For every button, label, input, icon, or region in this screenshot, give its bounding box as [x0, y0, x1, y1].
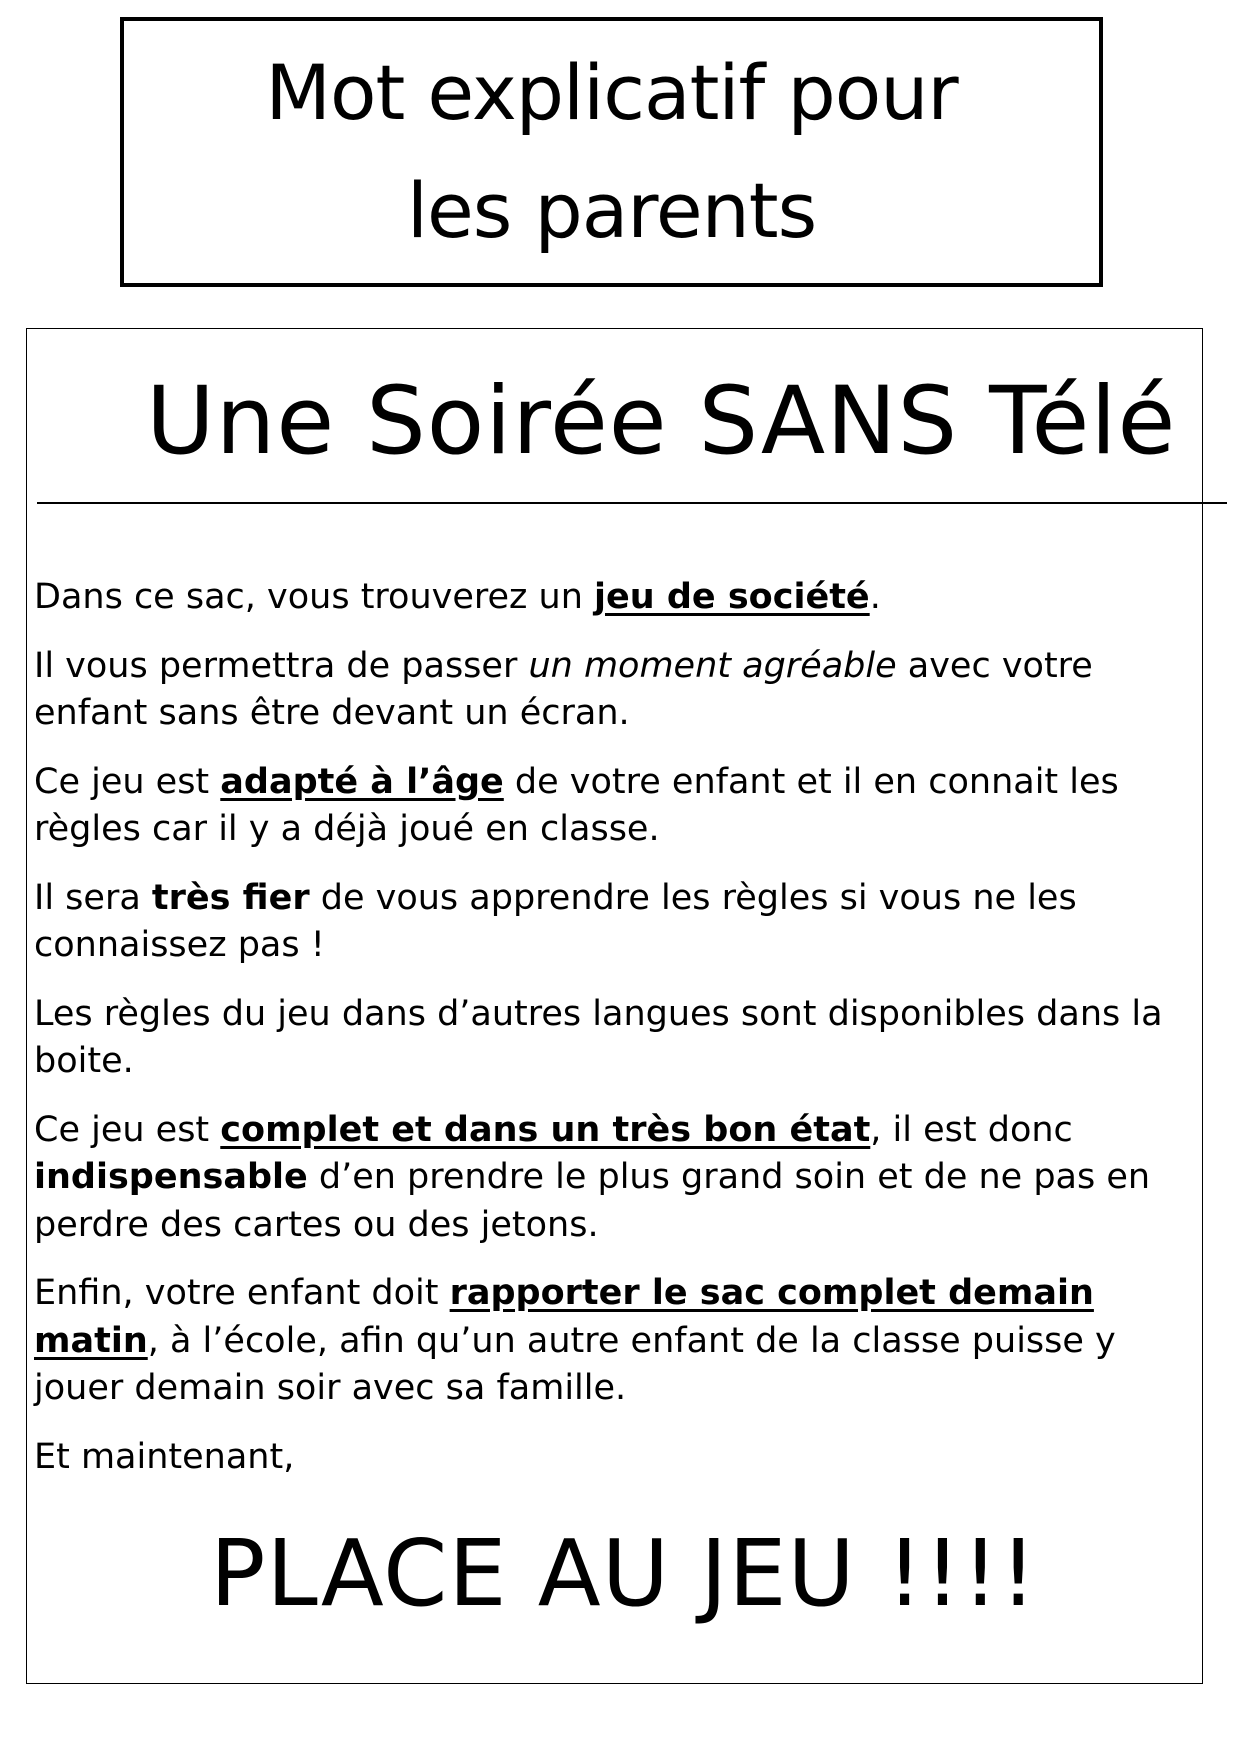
text-run: de votre enfant et il en connait les règles car il y a déjà joué en classe.	[34, 761, 1119, 849]
text-run: Dans ce sac, vous trouverez un	[34, 577, 595, 617]
header-box	[120, 17, 1103, 287]
header-line-1: Mot explicatif pour	[265, 48, 958, 137]
paragraph-4	[34, 875, 1194, 970]
page-title: Une Soirée SANS Télé	[146, 367, 1177, 476]
title-divider	[37, 502, 1227, 504]
text-run: Et maintenant,	[34, 1436, 295, 1477]
text-run: d’en prendre le plus grand soin et de ne pas en perdre des cartes ou des jetons.	[34, 1157, 1151, 1245]
emphasis-adapte-age: adapté à l’âge	[220, 761, 504, 802]
paragraph-8	[34, 1434, 1194, 1482]
text-run: Il vous permettra de passer	[34, 645, 529, 686]
text-run: de vous apprendre les règles si vous ne les connaissez pas !	[34, 877, 1077, 965]
text-run: Ce jeu est	[34, 1109, 221, 1150]
emphasis-jeu-de-societe: jeu de société	[594, 577, 870, 617]
header-line-2: les parents	[406, 166, 817, 255]
text-run: Enfin, votre enfant doit	[34, 1273, 450, 1313]
text-run: avec votre enfant sans être devant un écran.	[34, 645, 1093, 733]
paragraph-1	[34, 574, 1194, 622]
paragraph-2	[34, 643, 1194, 738]
body-text	[34, 574, 1194, 1502]
emphasis-moment-agreable: un moment agréable	[528, 645, 897, 686]
emphasis-rapporter-sac: rapporter le sac complet demain matin	[34, 1273, 1094, 1361]
closing-headline: PLACE AU JEU !!!!	[210, 1520, 1038, 1627]
text-run: Ce jeu est	[34, 761, 221, 802]
text-run: Les règles du jeu dans d’autres langues sont disponibles dans la boite.	[34, 993, 1163, 1081]
text-run: , à l’école, afin qu’un autre enfant de la classe puisse y jouer demain soir avec sa famille.	[34, 1320, 1116, 1408]
emphasis-indispensable: indispensable	[34, 1157, 308, 1197]
emphasis-tres-fier: très fier	[151, 877, 310, 918]
paragraph-7	[34, 1270, 1194, 1413]
emphasis-complet-bon-etat: complet et dans un très bon état	[220, 1109, 871, 1150]
paragraph-5	[34, 991, 1194, 1086]
text-run: .	[869, 577, 881, 617]
paragraph-6	[34, 1107, 1194, 1250]
text-run: , il est donc	[870, 1109, 1073, 1150]
paragraph-3	[34, 759, 1194, 854]
text-run: Il sera	[34, 877, 152, 918]
